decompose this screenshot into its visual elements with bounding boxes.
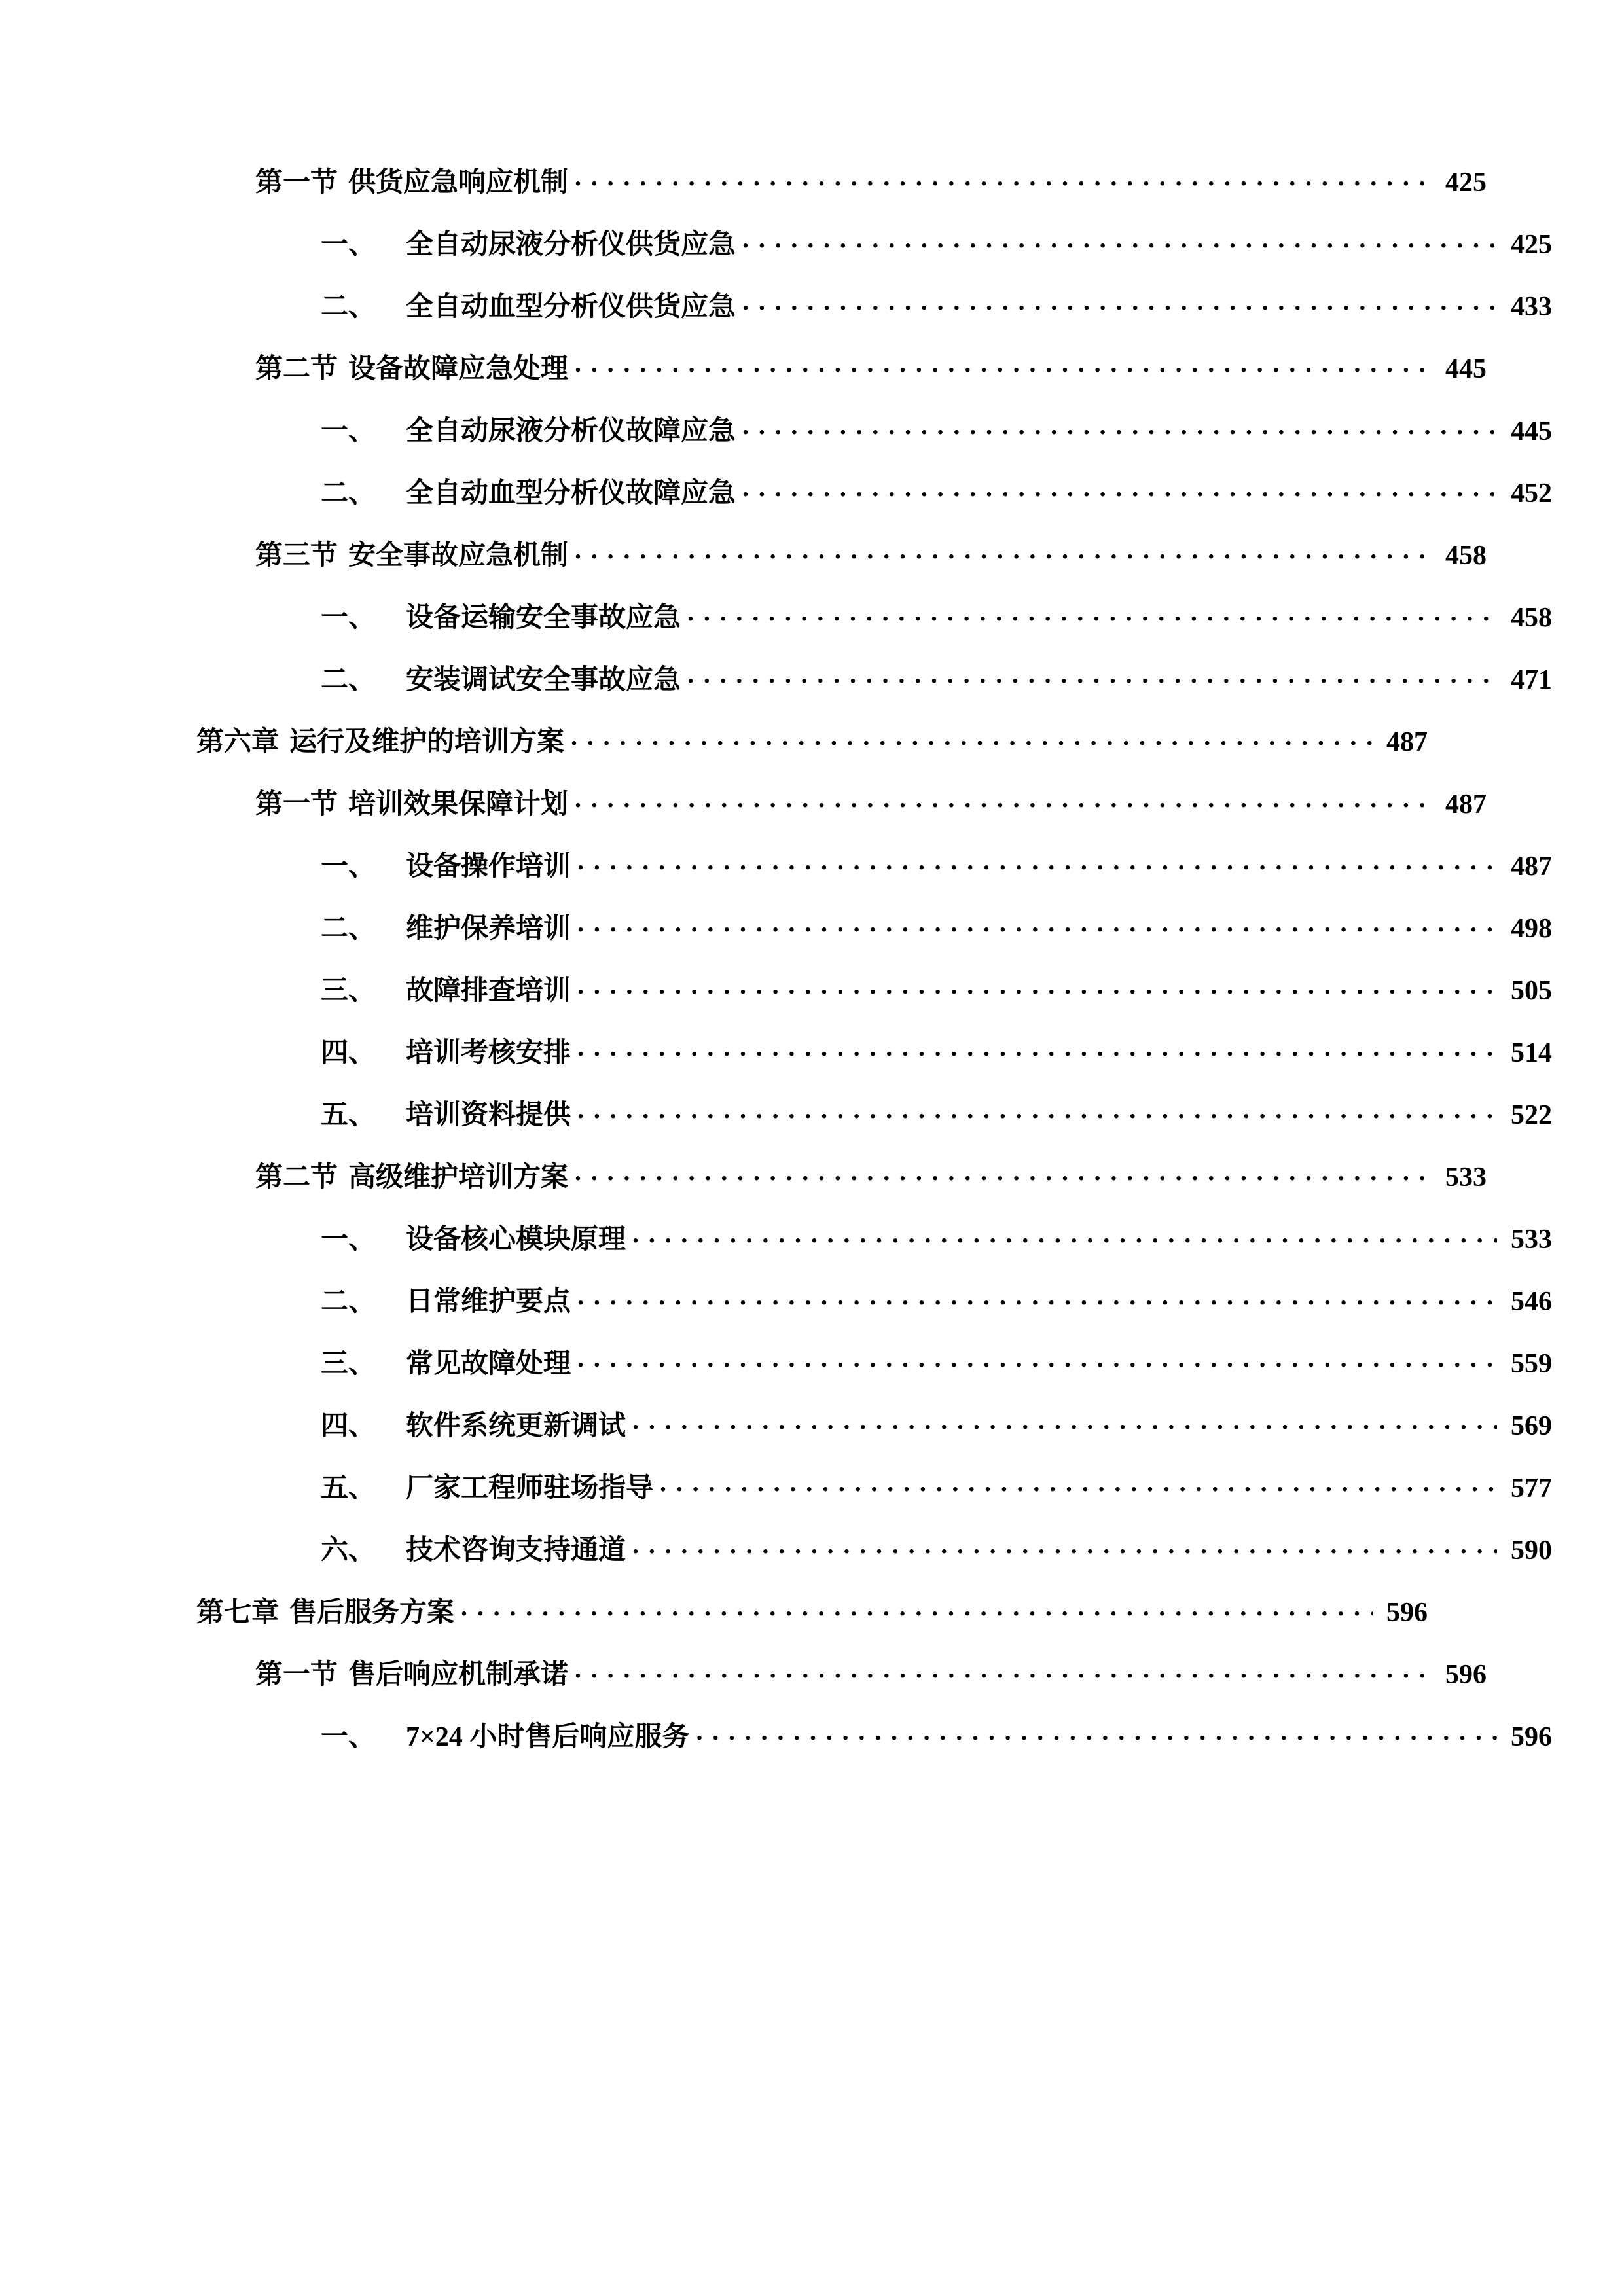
toc-entry-label: 全自动尿液分析仪故障应急: [406, 416, 736, 446]
toc-entry-label: 软件系统更新调试: [406, 1411, 626, 1441]
toc-entry-label: 设备核心模块原理: [406, 1225, 626, 1255]
toc-entry-page-number: 533: [1445, 1162, 1487, 1193]
toc-leader-dots: [575, 1158, 1432, 1186]
toc-entry-page-number: 533: [1511, 1225, 1552, 1255]
toc-leader-dots: [632, 1407, 1497, 1435]
toc-entry-page-number: 487: [1445, 789, 1487, 819]
toc-leader-dots: [577, 972, 1497, 999]
toc-entry-label: 培训效果保障计划: [348, 789, 569, 819]
toc-entry-number: 一、: [321, 852, 376, 882]
toc-entry-section[interactable]: [196, 164, 1487, 196]
toc-entry-page-number: 471: [1511, 665, 1552, 695]
toc-entry-number: 二、: [321, 665, 376, 695]
toc-leader-dots: [577, 848, 1497, 875]
toc-entry-item[interactable]: [196, 475, 1552, 507]
toc-entry-item[interactable]: [196, 661, 1552, 694]
toc-entry-number: 第三节: [255, 541, 338, 571]
toc-entry-item[interactable]: [196, 1407, 1552, 1440]
toc-entry-page-number: 596: [1445, 1660, 1487, 1690]
toc-entry-label: 故障排查培训: [406, 976, 571, 1006]
toc-entry-section[interactable]: [196, 785, 1487, 818]
toc-leader-dots: [571, 723, 1373, 751]
toc-entry-item[interactable]: [196, 1283, 1552, 1316]
toc-entry-item[interactable]: [196, 848, 1552, 880]
toc-entry-item[interactable]: [196, 226, 1552, 259]
toc-entry-label: 售后服务方案: [289, 1598, 455, 1628]
toc-entry-number: 五、: [321, 1473, 376, 1503]
toc-entry-label: 全自动血型分析仪故障应急: [406, 478, 736, 509]
toc-entry-section[interactable]: [196, 1158, 1487, 1191]
toc-leader-dots: [742, 288, 1497, 315]
toc-leader-dots: [632, 1221, 1497, 1248]
toc-entry-page-number: 487: [1511, 852, 1552, 882]
toc-leader-dots: [660, 1469, 1497, 1497]
toc-entry-label: 设备运输安全事故应急: [406, 603, 681, 633]
toc-entry-section[interactable]: [196, 350, 1487, 383]
toc-entry-page-number: 505: [1511, 976, 1552, 1006]
toc-entry-label: 全自动血型分析仪供货应急: [406, 292, 736, 322]
toc-entry-number: 四、: [321, 1038, 376, 1068]
toc-leader-dots: [575, 164, 1432, 191]
toc-entry-label: 日常维护要点: [406, 1287, 571, 1317]
toc-entry-number: 四、: [321, 1411, 376, 1441]
toc-entry-item[interactable]: [196, 1096, 1552, 1129]
toc-entry-page-number: 425: [1445, 168, 1487, 198]
toc-entry-item[interactable]: [196, 1469, 1552, 1502]
toc-entry-item[interactable]: [196, 1034, 1552, 1067]
toc-entry-label: 安装调试安全事故应急: [406, 665, 681, 695]
table-of-contents: [196, 164, 1552, 1752]
toc-entry-label: 厂家工程师驻场指导: [406, 1473, 654, 1503]
toc-entry-page-number: 596: [1386, 1598, 1428, 1628]
toc-entry-number: 二、: [321, 914, 376, 944]
toc-entry-label: 设备操作培训: [406, 852, 571, 882]
toc-entry-number: 第六章: [196, 727, 280, 757]
toc-leader-dots: [461, 1594, 1373, 1621]
toc-entry-page-number: 452: [1511, 478, 1552, 509]
toc-entry-page-number: 590: [1511, 1535, 1552, 1566]
toc-entry-number: 一、: [321, 1225, 376, 1255]
toc-entry-item[interactable]: [196, 972, 1552, 1005]
toc-entry-page-number: 425: [1511, 230, 1552, 260]
toc-entry-item[interactable]: [196, 1532, 1552, 1564]
toc-entry-label: 高级维护培训方案: [348, 1162, 569, 1193]
toc-entry-number: 三、: [321, 1349, 376, 1379]
toc-entry-number: 第一节: [255, 1660, 338, 1690]
toc-entry-number: 二、: [321, 292, 376, 322]
toc-entry-number: 二、: [321, 478, 376, 509]
toc-entry-page-number: 577: [1511, 1473, 1552, 1503]
toc-entry-item[interactable]: [196, 1345, 1552, 1378]
toc-leader-dots: [742, 475, 1497, 502]
toc-entry-item[interactable]: [196, 288, 1552, 321]
toc-leader-dots: [687, 599, 1497, 626]
toc-entry-section[interactable]: [196, 537, 1487, 569]
toc-entry-label: 维护保养培训: [406, 914, 571, 944]
toc-entry-page-number: 546: [1511, 1287, 1552, 1317]
toc-entry-section[interactable]: [196, 1656, 1487, 1689]
toc-leader-dots: [687, 661, 1497, 689]
toc-entry-number: 三、: [321, 976, 376, 1006]
toc-leader-dots: [742, 412, 1497, 440]
toc-entry-number: 二、: [321, 1287, 376, 1317]
toc-entry-label: 售后响应机制承诺: [348, 1660, 569, 1690]
toc-entry-label: 培训考核安排: [406, 1038, 571, 1068]
toc-leader-dots: [575, 785, 1432, 813]
toc-entry-page-number: 445: [1445, 354, 1487, 384]
toc-leader-dots: [575, 350, 1432, 378]
toc-leader-dots: [575, 537, 1432, 564]
toc-leader-dots: [577, 910, 1497, 937]
toc-leader-dots: [575, 1656, 1432, 1683]
toc-entry-number: 一、: [321, 230, 376, 260]
toc-entry-item[interactable]: [196, 1221, 1552, 1253]
toc-leader-dots: [577, 1034, 1497, 1062]
toc-leader-dots: [577, 1283, 1497, 1310]
toc-leader-dots: [577, 1345, 1497, 1372]
toc-entry-label: 常见故障处理: [406, 1349, 571, 1379]
toc-entry-label: 运行及维护的培训方案: [289, 727, 565, 757]
toc-entry-number: 第二节: [255, 354, 338, 384]
toc-entry-number: 一、: [321, 603, 376, 633]
toc-entry-number: 一、: [321, 416, 376, 446]
toc-entry-number: 六、: [321, 1535, 376, 1566]
toc-leader-dots: [632, 1532, 1497, 1559]
toc-entry-item[interactable]: [196, 412, 1552, 445]
toc-entry-label: 设备故障应急处理: [348, 354, 569, 384]
toc-entry-item[interactable]: [196, 599, 1552, 632]
toc-leader-dots: [577, 1096, 1497, 1124]
toc-entry-page-number: 445: [1511, 416, 1552, 446]
toc-entry-number: 五、: [321, 1100, 376, 1130]
toc-leader-dots: [696, 1718, 1497, 1746]
toc-entry-page-number: 559: [1511, 1349, 1552, 1379]
toc-entry-number: 第二节: [255, 1162, 338, 1193]
toc-entry-page-number: 458: [1445, 541, 1487, 571]
toc-entry-label: 全自动尿液分析仪供货应急: [406, 230, 736, 260]
toc-entry-page-number: 498: [1511, 914, 1552, 944]
toc-entry-label: 供货应急响应机制: [348, 168, 569, 198]
toc-entry-page-number: 458: [1511, 603, 1552, 633]
toc-entry-page-number: 522: [1511, 1100, 1552, 1130]
toc-entry-number: 第一节: [255, 168, 338, 198]
toc-entry-item[interactable]: [196, 910, 1552, 942]
toc-entry-number: 一、: [321, 1722, 376, 1752]
toc-entry-chapter[interactable]: [196, 1594, 1428, 1626]
toc-entry-page-number: 596: [1511, 1722, 1552, 1752]
toc-entry-number: 第一节: [255, 789, 338, 819]
toc-leader-dots: [742, 226, 1497, 253]
toc-entry-number: 第七章: [196, 1598, 280, 1628]
toc-entry-page-number: 514: [1511, 1038, 1552, 1068]
toc-entry-label: 7×24 小时售后响应服务: [406, 1722, 690, 1752]
toc-entry-page-number: 433: [1511, 292, 1552, 322]
toc-entry-chapter[interactable]: [196, 723, 1428, 756]
toc-entry-label: 培训资料提供: [406, 1100, 571, 1130]
toc-entry-label: 技术咨询支持通道: [406, 1535, 626, 1566]
toc-entry-label: 安全事故应急机制: [348, 541, 569, 571]
toc-entry-page-number: 487: [1386, 727, 1428, 757]
toc-entry-page-number: 569: [1511, 1411, 1552, 1441]
toc-entry-item[interactable]: [196, 1718, 1552, 1751]
